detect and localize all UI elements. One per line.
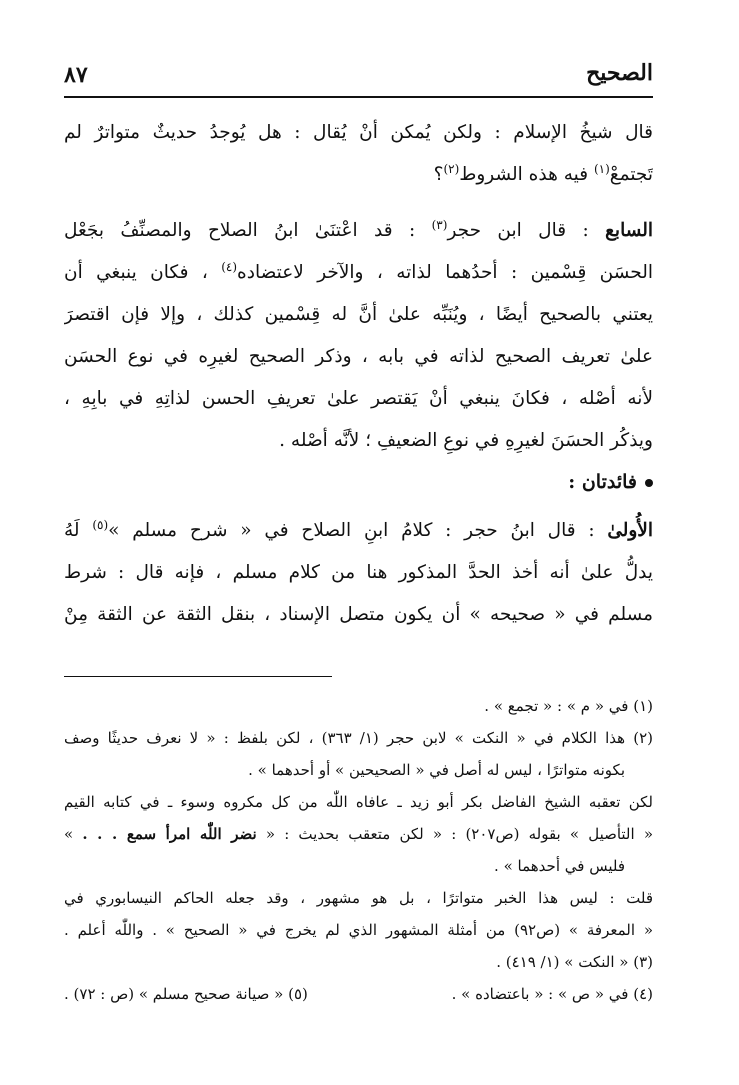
- footnotes: [64, 690, 653, 1010]
- text-span: الحسَن قِسْمين : أحدُهما لذاته ، والآخر لاعتضاده: [237, 262, 653, 283]
- footnote-ref: (٥): [92, 517, 109, 532]
- paragraph-3-line-1: [64, 510, 653, 552]
- footnote-ref: (٣): [431, 217, 448, 232]
- text-span: لَهُ: [64, 520, 93, 541]
- footnote-ref: (٤): [221, 259, 238, 274]
- text-span: ؟: [433, 164, 444, 185]
- text-span: »: [64, 825, 83, 843]
- text-span: فيه هذه الشروط: [459, 164, 594, 185]
- quoted-hadith: نضر اللّٰه امرأ سمع . . .: [82, 825, 257, 843]
- footnote-2-line-6: قلت : ليس هذا الخبر متواترًا ، بل هو مشهور ، وقد جعله الحاكم النيسابوري في: [64, 889, 653, 907]
- footnote-2-line-5: فليس في أحدهما » .: [494, 857, 625, 875]
- page-number: ٨٧: [64, 62, 88, 88]
- text-span: ، فكان ينبغي أن: [64, 262, 222, 283]
- footnote-2-line-2: بكونه متواترًا ، ليس له أصل في « الصحيحين » أو أحدهما » .: [248, 761, 625, 779]
- footnote-separator: [64, 676, 332, 677]
- footnote-4: (٤) في « ص » : « باعتضاده » .: [451, 985, 653, 1003]
- paragraph-1-line-1: قال شيخُ الإسلام : ولكن يُمكن أنْ يُقال : هل يُوجدُ حديثٌ متواترٌ لم: [64, 122, 653, 143]
- text-span: تَجتمعْ: [609, 164, 653, 185]
- footnote-2-line-1: (٢) هذا الكلام في « النكت » لابن حجر (١/ ٣٦٣) ، لكن بلفظ : « لا نعرف حديثًا وصف: [64, 729, 653, 747]
- footnote-5: (٥) « صيانة صحيح مسلم » (ص : ٧٢) .: [64, 985, 308, 1003]
- footnote-2-line-4: [64, 818, 653, 850]
- footnote-3: (٣) « النكت » (١/ ٤١٩) .: [496, 953, 653, 971]
- paragraph-1-line-2: [64, 154, 653, 196]
- footnote-2-line-3: لكن تعقبه الشيخ الفاضل بكر أبو زيد ـ عافاه اللّٰه من كل مكروه وسوء ـ في كتابه القيم: [64, 793, 653, 811]
- text-span: : قال ابنُ حجر : كلامُ ابنِ الصلاح في « شرح مسلم »: [108, 520, 608, 541]
- paragraph-lead-word: الأُولىٰ: [607, 520, 653, 541]
- footnote-1: (١) في « م » : « تجمع » .: [484, 697, 653, 715]
- footnote-ref: (٢): [443, 161, 460, 176]
- paragraph-3-line-2: يدلُّ علىٰ أنه أخذ الحدَّ المذكور هنا من كلام مسلم ، فإنه قال : شرط: [64, 562, 653, 583]
- paragraph-2-line-1: [64, 210, 653, 252]
- footnote-2-line-7: « المعرفة » (ص٩٢) من أمثلة المشهور الذي لم يخرج في « الصحيح » . واللّٰه أعلم .: [64, 921, 653, 939]
- running-title: الصحيح: [586, 60, 653, 86]
- paragraph-2-line-6: ويذكُر الحسَنَ لغيرِهِ في نوعِ الضعيفِ ؛ لأنَّه أصْله .: [279, 430, 653, 451]
- text-span: : قال ابن حجر: [447, 220, 606, 241]
- paragraph-2-line-5: لأنه أصْله ، فكانَ ينبغي أنْ يَقتصر علىٰ تعريفِ الحسن لذاتِهِ في بابِهِ ،: [64, 388, 653, 409]
- text-span: « التأصيل » بقوله (ص٢٠٧) : « لكن متعقب بحديث : «: [256, 825, 653, 843]
- book-page: [64, 0, 653, 1085]
- footnote-ref: (١): [593, 161, 610, 176]
- main-text: [64, 112, 653, 636]
- section-heading: [64, 462, 653, 502]
- paragraph-2-line-2: [64, 252, 653, 294]
- paragraph-3-line-3: مسلم في « صحيحه » أن يكون متصل الإسناد ، بنقل الثقة عن الثقة مِنْ: [64, 604, 653, 625]
- paragraph-lead-word: السابع: [605, 220, 653, 241]
- section-heading-text: فائدتان :: [568, 471, 637, 493]
- footnote-4-5-row: [64, 978, 653, 1010]
- running-header: [64, 52, 653, 98]
- paragraph-2-line-3: يعتني بالصحيح أيضًا ، ويُنَبِّه علىٰ أنَّ له قِسْمين كذلك ، وإلا فإن اقتصرَ: [64, 304, 653, 325]
- bullet-icon: [645, 479, 653, 487]
- paragraph-2-line-4: علىٰ تعريف الصحيح لذاته في بابه ، وذكر الصحيح لغيرِه في نوع الحسَن: [64, 346, 653, 367]
- text-span: : قد اعْتنَىٰ ابنُ الصلاح والمصنِّفُ بجَعْل: [64, 220, 432, 241]
